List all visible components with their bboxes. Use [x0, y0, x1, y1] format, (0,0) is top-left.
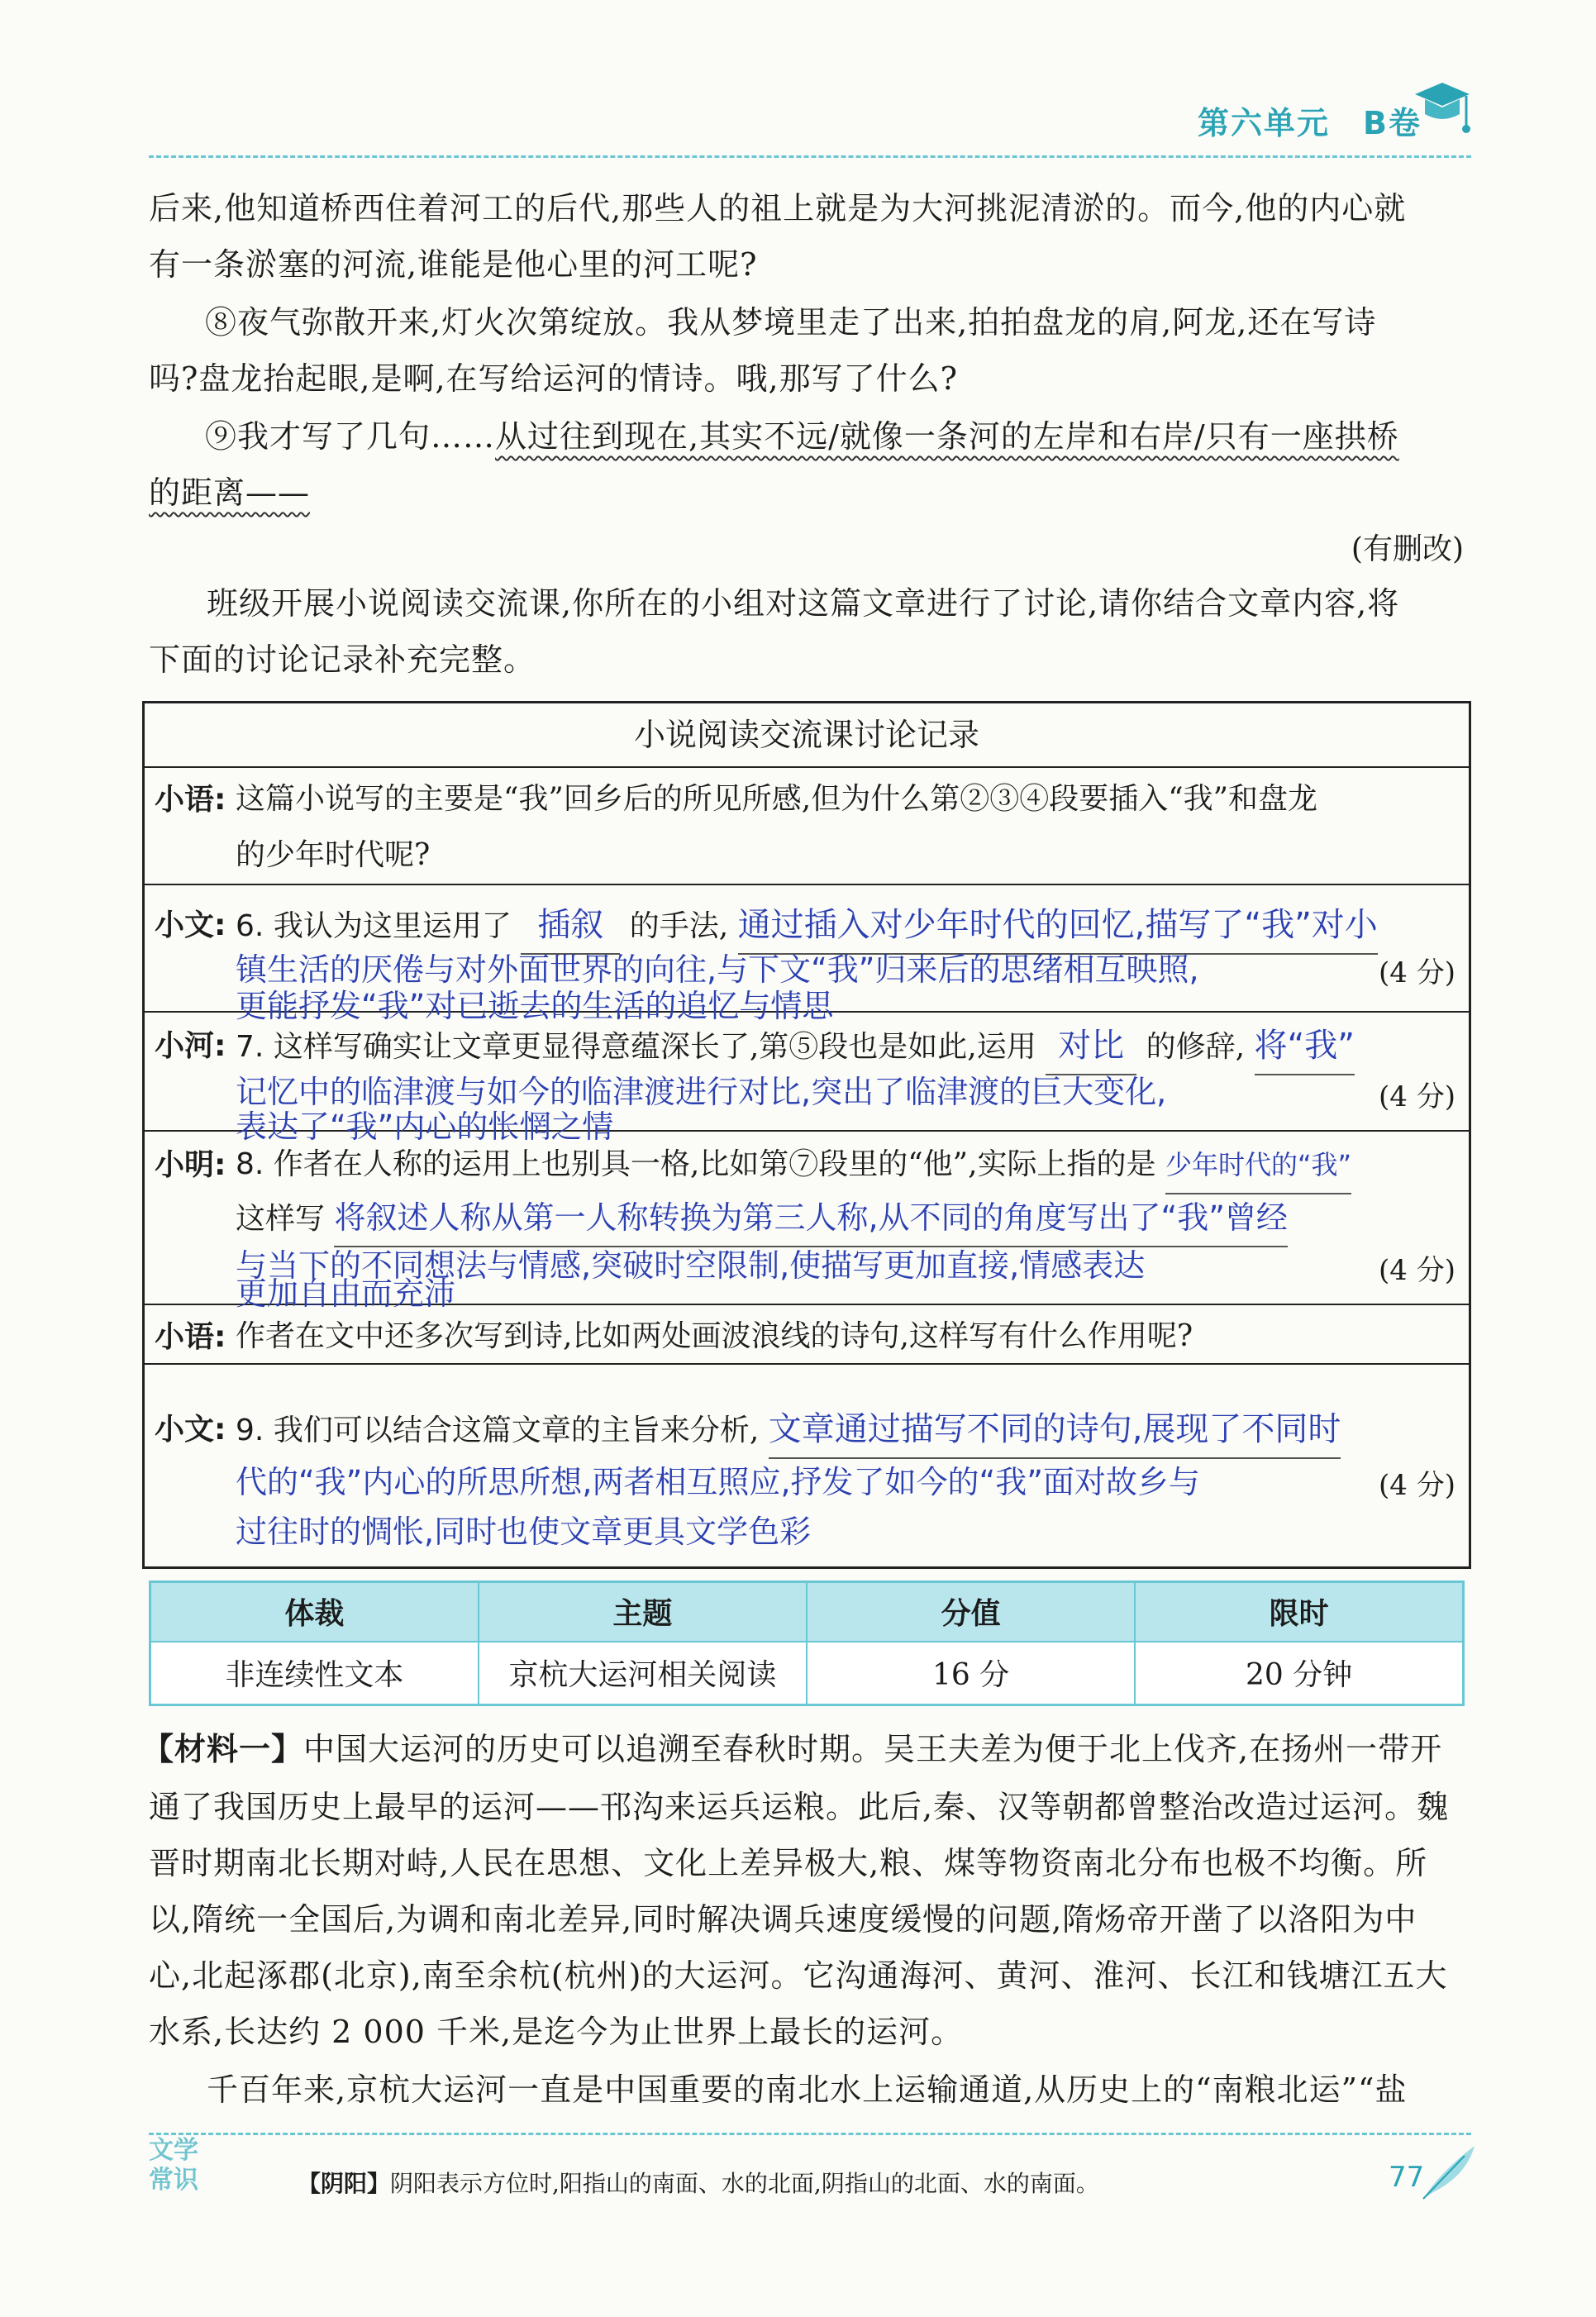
question-text: 这样写	[236, 1202, 326, 1236]
handwritten-answer[interactable]: 更能抒发“我”对已逝去的生活的追忆与情思	[236, 988, 834, 1024]
handwritten-answer[interactable]: 将“我”	[1255, 1018, 1355, 1075]
material-line	[142, 1721, 1442, 1777]
question-number: 6.	[236, 909, 264, 943]
question-text: 这样写确实让文章更显得意蕴深长了,第⑤段也是如此,运用	[273, 1030, 1036, 1064]
table-title: 小说阅读交流课讨论记录	[145, 703, 1469, 768]
answer-blank[interactable]: 插叙	[521, 897, 620, 955]
row-text: 的少年时代呢?	[236, 838, 431, 872]
passage-line: 吗?盘龙抬起眼,是啊,在写给运河的情诗。哦,那写了什么?	[149, 360, 958, 397]
footer-divider	[149, 2133, 1471, 2135]
note-text: 阴阳表示方位时,阳指山的南面、水的北面,阴指山的北面、水的南面。	[390, 2170, 1099, 2197]
row-text: 作者在文中还多次写到诗,比如两处画波浪线的诗句,这样写有什么作用呢?	[236, 1319, 1193, 1353]
handwritten-answer[interactable]: 通过插入对少年时代的回忆,描写了“我”对小	[738, 897, 1378, 955]
header-time-limit: 限时	[1135, 1582, 1463, 1642]
header-score: 分值	[807, 1582, 1135, 1642]
answer-blank[interactable]: 少年时代的“我”	[1165, 1137, 1351, 1194]
header-topic: 主题	[479, 1582, 807, 1642]
graduation-cap-icon	[1413, 74, 1471, 149]
material-line: 以,隋统一全国后,为调和南北差异,同时解决调兵速度缓慢的问题,隋炀帝开凿了以洛阳为中	[149, 1901, 1417, 1938]
value-score: 16 分	[807, 1642, 1135, 1705]
question-number: 8.	[236, 1147, 264, 1181]
speaker: 小河:	[155, 1029, 226, 1063]
handwritten-answer[interactable]: 记忆中的临津渡与如今的临津渡进行对比,突出了临津渡的巨大变化,	[236, 1074, 1167, 1110]
task-instruction: 班级开展小说阅读交流课,你所在的小组对这篇文章进行了讨论,请你结合文章内容,将	[207, 585, 1400, 622]
table-row	[145, 1365, 1469, 1566]
wavy-poem-line-2: 的距离——	[149, 474, 311, 511]
handwritten-answer[interactable]: 更加自由而充沛	[236, 1275, 456, 1312]
value-topic: 京杭大运河相关阅读	[479, 1642, 807, 1705]
unit-title: 第六单元 B卷	[1198, 105, 1422, 141]
handwritten-answer[interactable]: 与当下的不同想法与情感,突破时空限制,使描写更加直接,情感表达	[236, 1247, 1146, 1284]
handwritten-answer[interactable]: 文章通过描写不同的诗句,展现了不同时	[769, 1401, 1341, 1459]
source-note: (有删改)	[1351, 532, 1464, 566]
material-line: 千百年来,京杭大运河一直是中国重要的南北水上运输通道,从历史上的“南粮北运”“盐	[207, 2071, 1408, 2108]
material-line: 通了我国历史上最早的运河——邗沟来运兵运粮。此后,秦、汉等朝都曾整治改造过运河。魏	[149, 1789, 1450, 1825]
table-row	[145, 885, 1469, 1024]
handwritten-answer[interactable]: 镇生活的厌倦与对外面世界的向往,与下文“我”归来后的思绪相互映照,	[236, 951, 1199, 988]
table-row	[145, 1013, 1469, 1145]
passage-line: 后来,他知道桥西住着河工的后代,那些人的祖上就是为大河挑泥清淤的。而今,他的内心就	[149, 190, 1407, 226]
passage-line	[149, 465, 310, 521]
task-instruction: 下面的讨论记录补充完整。	[149, 641, 536, 678]
passage-line: 有一条淤塞的河流,谁能是他心里的河工呢?	[149, 246, 758, 283]
passage-line: ⑧夜气弥散开来,灯火次第绽放。我从梦境里走了出来,拍拍盘龙的肩,阿龙,还在写诗	[205, 304, 1377, 341]
row-text	[236, 1137, 1452, 1194]
handwritten-answer[interactable]: 表达了“我”内心的怅惘之情	[236, 1108, 614, 1145]
header-divider	[149, 155, 1471, 158]
handwritten-answer[interactable]: 过往时的惆怅,同时也使文章更具文学色彩	[236, 1514, 812, 1550]
speaker: 小语:	[155, 1320, 226, 1354]
material-text: 中国大运河的历史可以追溯至春秋时期。吴王夫差为便于北上伐齐,在扬州一带开	[303, 1731, 1443, 1767]
value-time-limit: 20 分钟	[1135, 1642, 1463, 1705]
handwritten-answer[interactable]: 将叙述人称从第一人称转换为第三人称,从不同的角度写出了“我”曾经	[334, 1189, 1287, 1247]
table-row	[145, 768, 1469, 885]
table-row	[145, 1305, 1469, 1365]
material-line: 晋时期南北长期对峙,人民在思想、文化上差异极大,粮、煤等物资南北分布也极不均衡。所	[149, 1845, 1428, 1881]
question-text: 作者在人称的运用上也别具一格,比如第⑦段里的“他”,实际上指的是	[273, 1147, 1156, 1181]
handwritten-answer[interactable]: 代的“我”内心的所思所想,两者相互照应,抒发了如今的“我”面对故乡与	[236, 1464, 1200, 1500]
score-label: (4 分)	[1379, 1254, 1455, 1287]
header-genre: 体裁	[150, 1582, 479, 1642]
score-label: (4 分)	[1379, 1469, 1455, 1502]
question-number: 9.	[236, 1414, 264, 1447]
row-text	[236, 1189, 1452, 1247]
footer-note	[298, 2166, 1099, 2199]
speaker: 小文:	[155, 1413, 226, 1447]
row-text: 这篇小说写的主要是“我”回乡后的所见所感,但为什么第②③④段要插入“我”和盘龙	[236, 782, 1318, 816]
value-genre: 非连续性文本	[150, 1642, 479, 1705]
question-number: 7.	[236, 1030, 264, 1064]
material-line: 心,北起涿郡(北京),南至余杭(杭州)的大运河。它沟通海河、黄河、淮河、长江和钱塘江五大	[149, 1957, 1448, 1994]
speaker: 小文:	[155, 908, 226, 942]
passage-line	[205, 408, 1399, 465]
question-text: 的修辞,	[1146, 1030, 1246, 1064]
score-label: (4 分)	[1379, 1080, 1455, 1113]
question-text: 我认为这里运用了	[273, 909, 512, 943]
question-text: 的手法,	[629, 909, 729, 943]
question-text: 我们可以结合这篇文章的主旨来分析,	[273, 1414, 760, 1447]
speaker: 小明:	[155, 1148, 226, 1182]
section-info-table	[149, 1580, 1465, 1706]
material-label: 【材料一】	[142, 1731, 304, 1767]
score-label: (4 分)	[1379, 956, 1455, 989]
table-row	[145, 1132, 1469, 1312]
literature-knowledge-label: 文学 常识	[149, 2136, 198, 2195]
discussion-record-table	[142, 701, 1471, 1569]
wavy-poem-line: 从过往到现在,其实不远/就像一条河的左岸和右岸/只有一座拱桥	[495, 418, 1399, 455]
speaker: 小语:	[155, 783, 226, 817]
feather-icon	[1415, 2139, 1481, 2205]
note-term: 【阴阳】	[298, 2170, 391, 2197]
material-line: 水系,长达约 2 000 千米,是迄今为止世界上最长的运河。	[149, 2014, 964, 2050]
answer-blank[interactable]: 对比	[1046, 1018, 1136, 1075]
page-number: 77	[1389, 2161, 1425, 2194]
page-header	[149, 50, 1471, 157]
row-text	[236, 1401, 1452, 1459]
paragraph-9-start: ⑨我才写了几句……	[205, 418, 496, 455]
